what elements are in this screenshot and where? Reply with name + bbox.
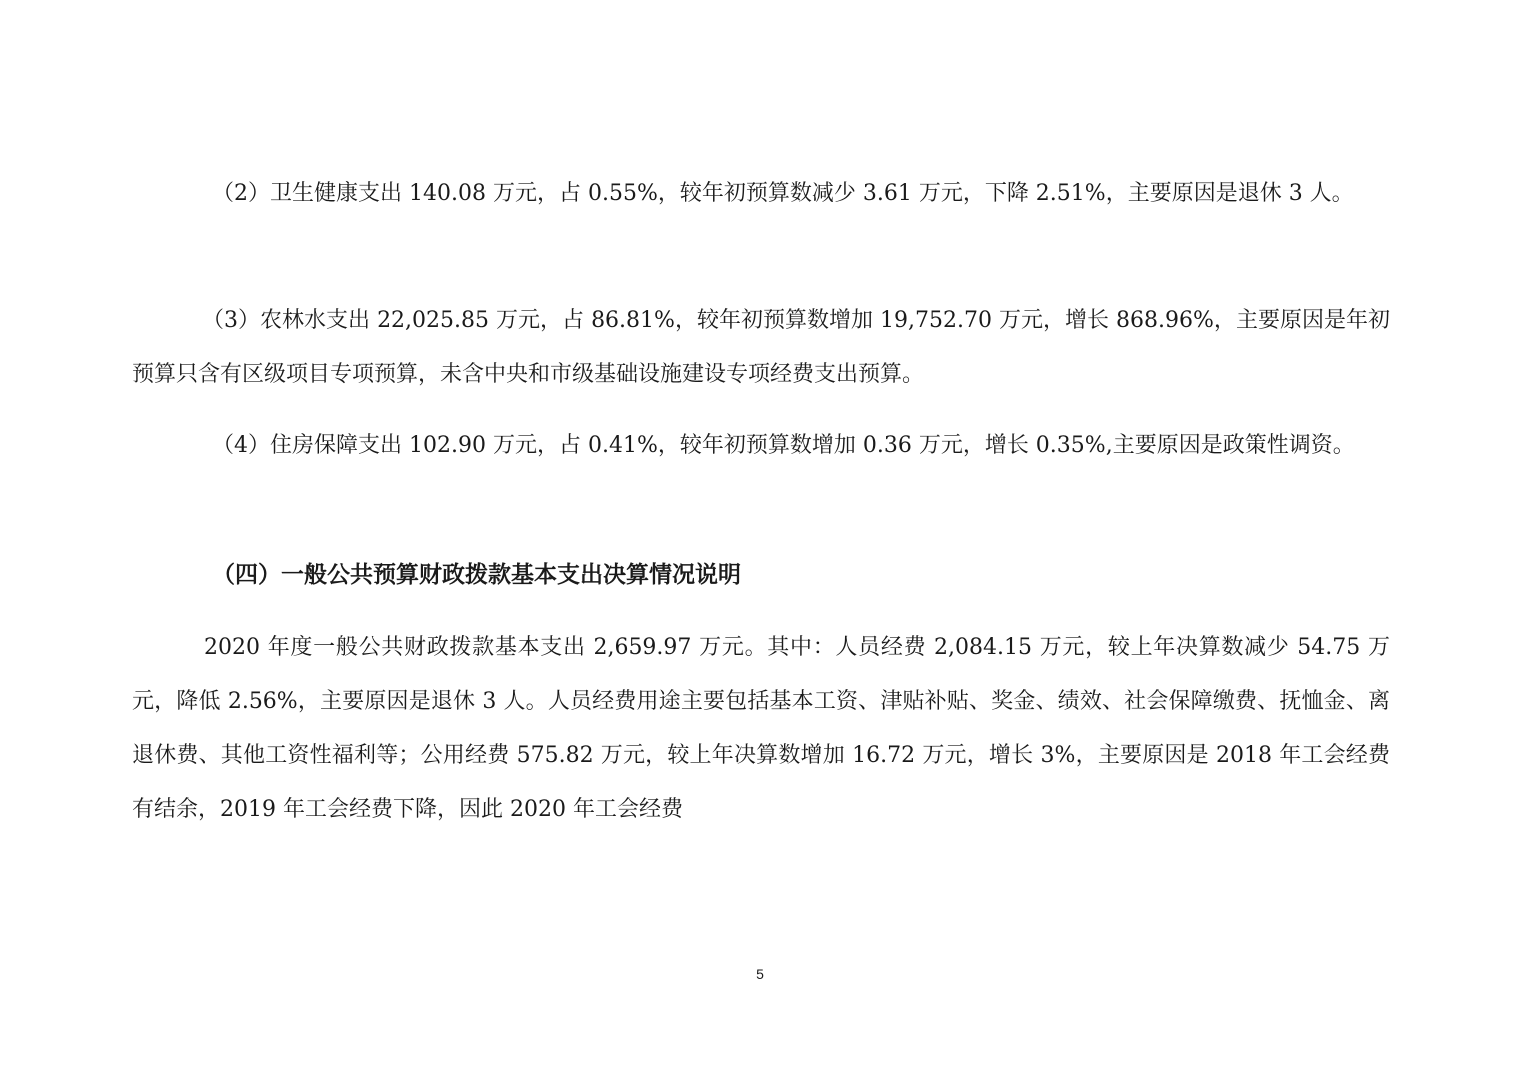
paragraph-basic-expenditure: 2020 年度一般公共财政拨款基本支出 2,659.97 万元。其中：人员经费 2,084.15 万元，较上年决算数减少 54.75 万元，降低 2.56%，主要原因是退休 3 人。人员经费用途主要包括基本工资、津贴补贴、奖金、绩效、社会保障缴费、抚恤金、离退休费、其他工资性福利等；公用经费 575.82 万元，较上年决算数增加 16.72 万元，增长 3%，主要原因是 2018 年工会经费有结余，2019 年工会经费下降，因此 2020 年工会经费	[132, 635, 1390, 822]
section-heading: （四）一般公共预算财政拨款基本支出决算情况说明	[212, 562, 741, 588]
page-number: 5	[756, 966, 764, 982]
paragraph-agriculture-expenditure: （3）农林水支出 22,025.85 万元，占 86.81%，较年初预算数增加 19,752.70 万元，增长 868.96%，主要原因是年初预算只含有区级项目专项预算，未含中央和市级基础设施建设专项经费支出预算。	[132, 308, 1390, 387]
paragraph-health-expenditure: （2）卫生健康支出 140.08 万元，占 0.55%，较年初预算数减少 3.61 万元，下降 2.51%，主要原因是退休 3 人。	[212, 181, 1354, 206]
paragraph-housing-expenditure: （4）住房保障支出 102.90 万元，占 0.41%，较年初预算数增加 0.36 万元，增长 0.35%,主要原因是政策性调资。	[212, 433, 1355, 458]
